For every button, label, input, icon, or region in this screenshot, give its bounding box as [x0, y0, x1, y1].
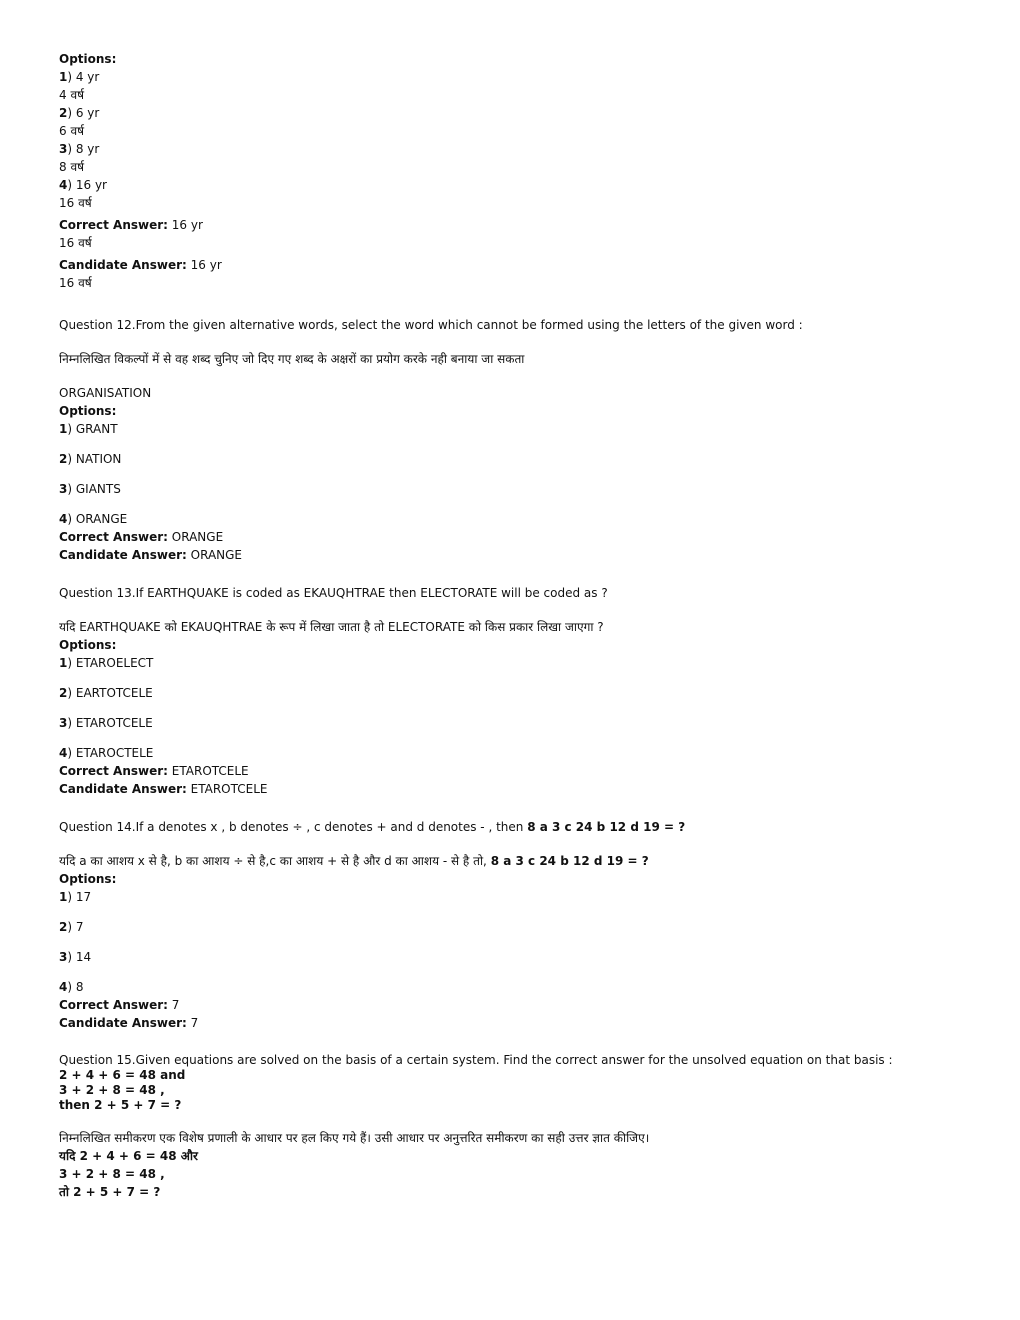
q12-candidate-answer: Candidate Answer: ORANGE	[59, 548, 243, 562]
q12-given-word: ORGANISATION	[59, 386, 152, 400]
q11-option-4: 4) 16 yr	[59, 178, 107, 192]
q11-candidate-answer: Candidate Answer: 16 yr	[59, 258, 222, 272]
q11-options-label: Options:	[59, 52, 117, 66]
question-15-block	[59, 1052, 959, 1201]
q14-option-2: 2) 7	[59, 920, 84, 934]
q13-options-label: Options:	[59, 638, 117, 652]
q14-option-3: 3) 14	[59, 950, 92, 964]
q11-option-3: 3) 8 yr	[59, 142, 100, 156]
q13-text-hindi: यदि EARTHQUAKE को EKAUQHTRAE के रूप में लिखा जाता है तो ELECTORATE को किस प्रकार लिखा जाएगा ?	[59, 620, 604, 634]
question-14-block	[59, 818, 959, 1032]
q13-correct-answer: Correct Answer: ETAROTCELE	[59, 764, 249, 778]
q12-option-2: 2) NATION	[59, 452, 122, 466]
q13-option-2: 2) EARTOTCELE	[59, 686, 153, 700]
q14-options-label: Options:	[59, 872, 117, 886]
q12-option-1: 1) GRANT	[59, 422, 118, 436]
q12-correct-answer: Correct Answer: ORANGE	[59, 530, 224, 544]
q11-option-1-hindi: 4 वर्ष	[59, 88, 85, 102]
q13-option-4: 4) ETAROCTELE	[59, 746, 154, 760]
q12-options-label: Options:	[59, 404, 117, 418]
q13-option-1: 1) ETAROELECT	[59, 656, 154, 670]
q15-equation-3-hindi: तो 2 + 5 + 7 = ?	[59, 1185, 161, 1199]
q14-option-1: 1) 17	[59, 890, 92, 904]
q14-text-hindi: यदि a का आशय x से है, b का आशय ÷ से है,c का आशय + से है और d का आशय - से है तो, 8 a 3 c 24 b 12 d 19 = ?	[59, 854, 649, 868]
q14-correct-answer: Correct Answer: 7	[59, 998, 180, 1012]
q13-option-3: 3) ETAROTCELE	[59, 716, 153, 730]
q15-equation-1: 2 + 4 + 6 = 48 and	[59, 1068, 186, 1082]
q13-candidate-answer: Candidate Answer: ETAROTCELE	[59, 782, 268, 796]
q15-equation-2-hindi: 3 + 2 + 8 = 48 ,	[59, 1167, 165, 1181]
q12-text: Question 12.From the given alternative words, select the word which cannot be formed using the letters of the given word :	[59, 318, 803, 332]
q12-option-3: 3) GIANTS	[59, 482, 121, 496]
q15-equation-2: 3 + 2 + 8 = 48 ,	[59, 1083, 165, 1097]
q15-equation-1-hindi: यदि 2 + 4 + 6 = 48 और	[59, 1149, 198, 1163]
q13-text: Question 13.If EARTHQUAKE is coded as EKAUQHTRAE then ELECTORATE will be coded as ?	[59, 586, 608, 600]
q14-candidate-answer: Candidate Answer: 7	[59, 1016, 199, 1030]
q11-option-3-hindi: 8 वर्ष	[59, 160, 85, 174]
q12-text-hindi: निम्नलिखित विकल्पों में से वह शब्द चुनिए जो दिए गए शब्द के अक्षरों का प्रयोग करके नही बनाया जा सकता	[59, 352, 525, 366]
q14-expression-hindi: 8 a 3 c 24 b 12 d 19 = ?	[490, 854, 649, 868]
q11-correct-answer-hindi: 16 वर्ष	[59, 236, 92, 250]
q11-option-2: 2) 6 yr	[59, 106, 100, 120]
question-12-block	[59, 316, 959, 564]
q12-option-4: 4) ORANGE	[59, 512, 128, 526]
q14-expression: 8 a 3 c 24 b 12 d 19 = ?	[527, 820, 686, 834]
q15-equation-3: then 2 + 5 + 7 = ?	[59, 1098, 182, 1112]
q15-text-hindi: निम्नलिखित समीकरण एक विशेष प्रणाली के आधार पर हल किए गये हैं। उसी आधार पर अनुत्तरित समीकरण का सही उत्तर ज्ञात कीजिए।	[59, 1131, 650, 1145]
question-paper-page	[59, 50, 959, 1201]
q14-option-4: 4) 8	[59, 980, 84, 994]
q14-text: Question 14.If a denotes x , b denotes ÷ , c denotes + and d denotes - , then 8 a 3 c 24 b 12 d 19 = ?	[59, 820, 686, 834]
q11-option-2-hindi: 6 वर्ष	[59, 124, 85, 138]
q11-candidate-answer-hindi: 16 वर्ष	[59, 276, 92, 290]
question-11-block	[59, 50, 959, 292]
q11-option-1: 1) 4 yr	[59, 70, 100, 84]
q11-option-4-hindi: 16 वर्ष	[59, 196, 92, 210]
q11-correct-answer: Correct Answer: 16 yr	[59, 218, 203, 232]
question-13-block	[59, 584, 959, 798]
q15-text: Question 15.Given equations are solved on the basis of a certain system. Find the correct answer for the unsolved equation on that basis :	[59, 1053, 893, 1067]
